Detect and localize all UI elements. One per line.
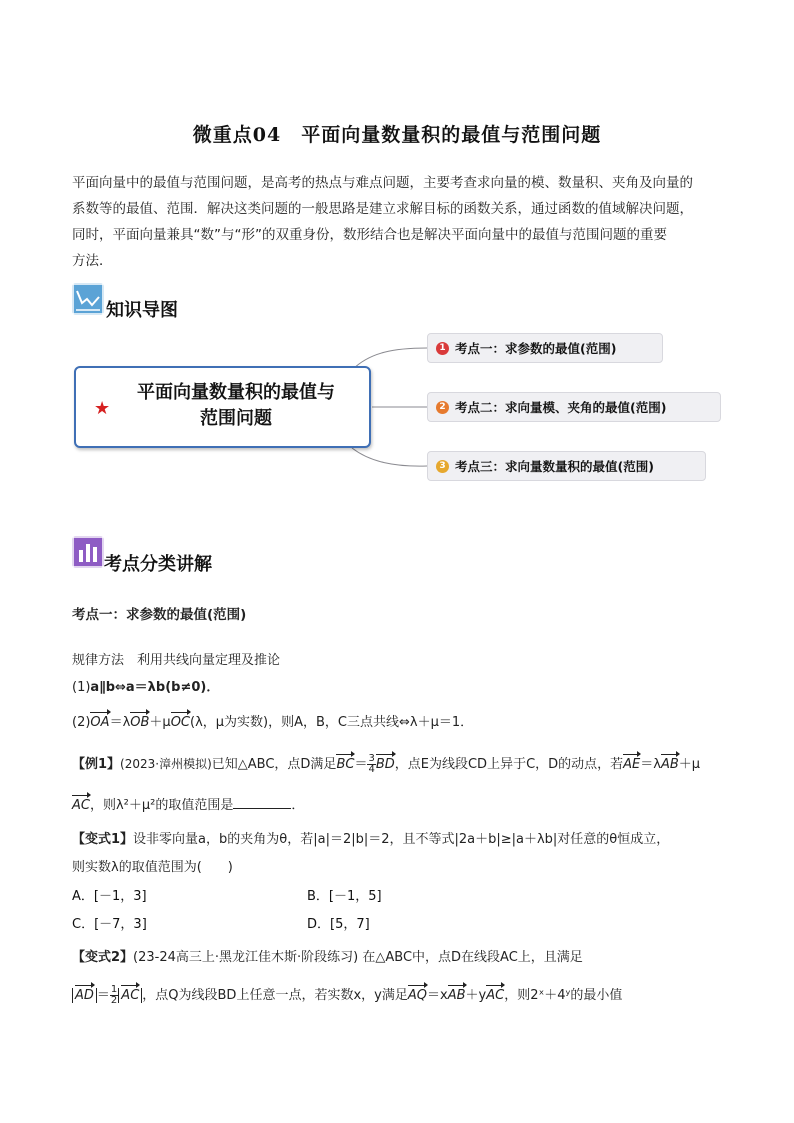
abs-ad: [72, 988, 97, 1003]
number-badge-icon: 1: [436, 342, 449, 355]
fraction-denominator: 4: [368, 764, 375, 775]
variant-text: ＋y: [465, 988, 487, 1003]
variant-text: ，则: [504, 988, 531, 1003]
vector-ac: AC: [72, 798, 90, 813]
option-b[interactable]: B．[－1，5]: [307, 889, 382, 904]
vector-ae: AE: [623, 757, 641, 772]
vector-aq: AQ: [407, 988, 427, 1003]
variant-tag: 【变式1】: [72, 832, 134, 847]
fraction-denominator: 2: [110, 995, 118, 1006]
example-source: (2023·漳州模拟): [120, 757, 212, 771]
variant-text: 设非零向量a，b的夹角为θ，若|a|＝2|b|＝2，且不等式|2a＋b|≥|a＋λb|对任意的θ恒成立，: [133, 832, 670, 847]
bar-chart-icon: [72, 536, 104, 568]
mindmap-node-1: [427, 333, 663, 363]
mindmap-node-label: 考点三：求向量数量积的最值(范围): [455, 459, 654, 474]
rule-text: ＝λ: [109, 715, 131, 730]
classify-heading: 考点分类讲解: [104, 554, 212, 575]
vector-oa: OA: [90, 715, 110, 730]
rule-label: (1): [72, 680, 91, 695]
option-c[interactable]: C．[－7，3]: [72, 917, 147, 932]
variant-text: ，点Q为线段BD上任意一点，若实数x，y满足: [142, 988, 408, 1003]
variant-text: (23-24高三上·黑龙江佳木斯·阶段练习) 在△ABC中，点D在线段AC上，且满足: [133, 950, 583, 965]
variant2-line2: [72, 984, 732, 1006]
example-text: ．: [291, 798, 305, 813]
intro-line: 系数等的最值、范围．解决这类问题的一般思路是建立求解目标的函数关系，通过函数的值域解决问题，: [72, 201, 693, 217]
option-a[interactable]: A．[－1，3]: [72, 889, 147, 904]
fraction-three-quarters: [367, 754, 375, 775]
point1-rule2: [72, 711, 473, 730]
mindmap-center-label: [116, 380, 356, 432]
variant-text: 2ˣ＋4ʸ的最小值: [530, 988, 623, 1003]
vector-ac: AC: [121, 988, 140, 1003]
equals-sign: ＝: [354, 757, 368, 772]
example-text: 已知△ABC，点D满足: [211, 757, 337, 772]
vector-ab: AB: [660, 757, 679, 772]
rule-label: (2): [72, 715, 91, 730]
equals-sign: ＝: [96, 988, 110, 1003]
intro-line: 同时，平面向量兼具“数”与“形”的双重身份，数形结合也是解决平面向量中的最值与范围问题的重要: [72, 227, 667, 243]
center-label-line: 范围问题: [200, 408, 272, 429]
rule-text: ＋μ: [149, 715, 171, 730]
knowledge-map-heading: 知识导图: [106, 300, 178, 321]
variant-tag: 【变式2】: [72, 950, 134, 965]
vector-oc: OC: [170, 715, 191, 730]
vector-bc: BC: [336, 757, 355, 772]
vector-bd: BD: [375, 757, 395, 772]
mindmap-node-2: [427, 392, 721, 422]
mindmap-node-label: 考点一：求参数的最值(范围): [455, 341, 617, 356]
vector-ad: AD: [75, 988, 94, 1003]
example1-line2: [72, 794, 304, 813]
knowledge-map-icon: [72, 283, 104, 315]
mindmap-node-3: [427, 451, 706, 481]
number-badge-icon: 2: [436, 401, 449, 414]
fraction-numerator: 1: [110, 984, 118, 995]
intro-line: 平面向量中的最值与范围问题，是高考的热点与难点问题，主要考查求向量的模、数量积、夹角及向量的: [72, 175, 693, 191]
fraction-numerator: 3: [368, 753, 375, 764]
page-title: 微重点04 平面向量数量积的最值与范围问题: [192, 124, 602, 146]
example-text: ＋μ: [678, 757, 701, 772]
center-label-line: 平面向量数量积的最值与: [137, 382, 335, 403]
rule-text: a∥b⇔a＝λb(b≠0)．: [90, 680, 220, 695]
example-tag: 【例1】: [72, 757, 121, 772]
example1-line1: [72, 753, 732, 775]
example-text: ，点E为线段CD上异于C，D的动点，若: [394, 757, 624, 772]
variant1-line2: 则实数λ的取值范围为( ): [72, 860, 233, 875]
variant1-line1: [72, 828, 732, 847]
example-text: ＝λ: [640, 757, 661, 772]
rule-text: (λ，μ为实数)，则A，B，C三点共线⇔λ＋μ＝1．: [190, 715, 474, 730]
point1-method: 规律方法 利用共线向量定理及推论: [72, 653, 281, 668]
number-badge-icon: 3: [436, 460, 449, 473]
variant-text: ＝x: [426, 988, 448, 1003]
answer-blank: [233, 796, 291, 809]
intro-paragraph: [72, 170, 724, 274]
point1-heading: 考点一：求参数的最值(范围): [72, 607, 247, 623]
mindmap-node-label: 考点二：求向量模、夹角的最值(范围): [455, 400, 667, 415]
option-d[interactable]: D．[5，7]: [307, 917, 370, 932]
intro-line: 方法．: [72, 253, 113, 269]
example-text: ，则λ²＋μ²的取值范围是: [89, 798, 234, 813]
vector-ob: OB: [130, 715, 150, 730]
mindmap-center-node: [74, 366, 371, 448]
vector-ab: AB: [447, 988, 466, 1003]
star-icon: ★: [94, 398, 111, 419]
point1-rule1: [72, 676, 219, 695]
vector-ac: AC: [486, 988, 505, 1003]
variant2-line1: [72, 946, 732, 965]
abs-ac: [118, 988, 142, 1003]
